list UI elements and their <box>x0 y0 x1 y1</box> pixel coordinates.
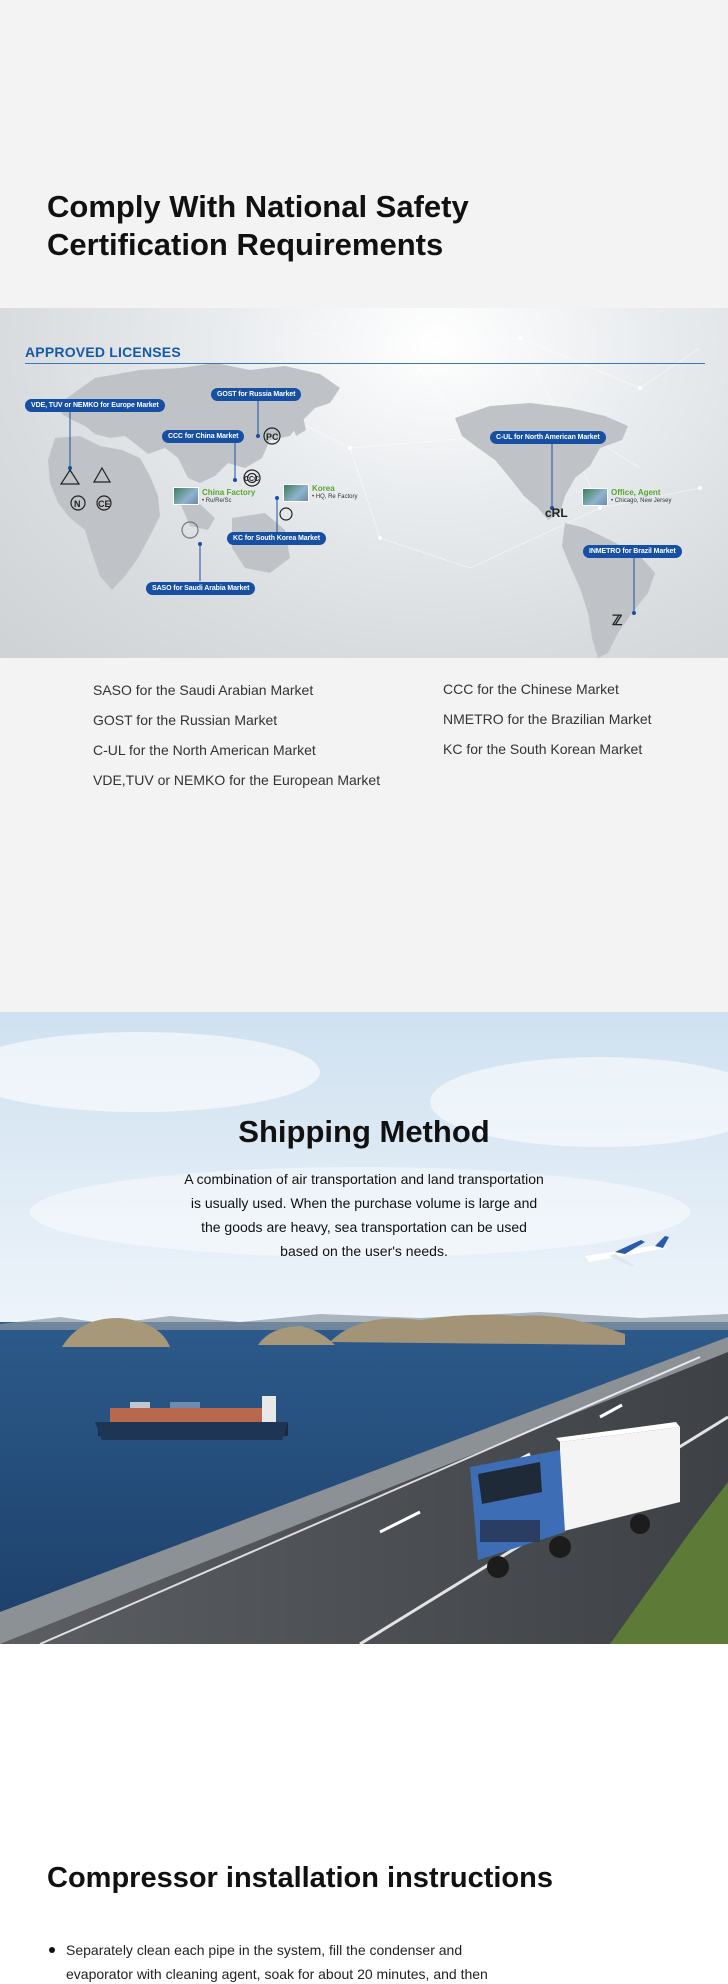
svg-text:CCC: CCC <box>244 476 260 483</box>
market-item: SASO for the Saudi Arabian Market <box>93 682 314 698</box>
shipping-section <box>0 1012 728 1644</box>
china-factory-label: China Factory • Ru/Re/Sc <box>202 488 256 504</box>
market-item: VDE,TUV or NEMKO for the European Market <box>93 772 381 788</box>
tag-russia: GOST for Russia Market <box>211 388 301 401</box>
tag-south-korea: KC for South Korea Market <box>227 532 326 545</box>
korea-hq-label: Korea • HQ, Re Factory <box>312 484 358 500</box>
tag-north-america: C-UL for North American Market <box>490 431 606 444</box>
shipping-description: A combination of air transportation and land transportation is usually used. When the purchase volume is large and the goods are heavy, sea transportation can be used based on the user's needs. <box>184 1171 544 1259</box>
approved-licenses-heading: APPROVED LICENSES <box>25 344 181 360</box>
market-item: C-UL for the North American Market <box>93 742 316 758</box>
heading-divider <box>25 363 705 364</box>
svg-text:N: N <box>74 499 81 509</box>
svg-text:CE: CE <box>98 499 111 509</box>
compressor-title: Compressor installation instructions <box>47 1862 553 1894</box>
shipping-title: Shipping Method <box>238 1114 490 1149</box>
installation-steps <box>47 1938 517 1984</box>
tag-brazil: INMETRO for Brazil Market <box>583 545 682 558</box>
shipping-scene-image <box>0 1012 728 1644</box>
market-item: GOST for the Russian Market <box>93 712 278 728</box>
svg-text:PC: PC <box>266 432 279 442</box>
korea-hq-photo <box>283 484 309 502</box>
list-item: Separately clean each pipe in the system, fill the condenser and evaporator with cleaning agent, soak for about 20 minutes, and then <box>47 1938 517 1984</box>
tag-europe: VDE, TUV or NEMKO for Europe Market <box>25 399 165 412</box>
world-map-graphic <box>0 308 728 658</box>
china-factory-photo <box>173 487 199 505</box>
market-item: NMETRO for the Brazilian Market <box>443 711 652 727</box>
us-office-label: Office, Agent • Chicago, New Jersey <box>611 488 672 504</box>
svg-text:ℤ: ℤ <box>612 612 623 628</box>
approved-licenses-map <box>0 308 728 658</box>
us-office-photo <box>582 488 608 506</box>
market-item: CCC for the Chinese Market <box>443 681 619 697</box>
tag-china: CCC for China Market <box>162 430 244 443</box>
tag-saudi-arabia: SASO for Saudi Arabia Market <box>146 582 255 595</box>
svg-text:cRL: cRL <box>545 506 568 520</box>
certification-title: Comply With National Safety Certification Requirements <box>47 189 469 262</box>
market-item: KC for the South Korean Market <box>443 741 643 757</box>
